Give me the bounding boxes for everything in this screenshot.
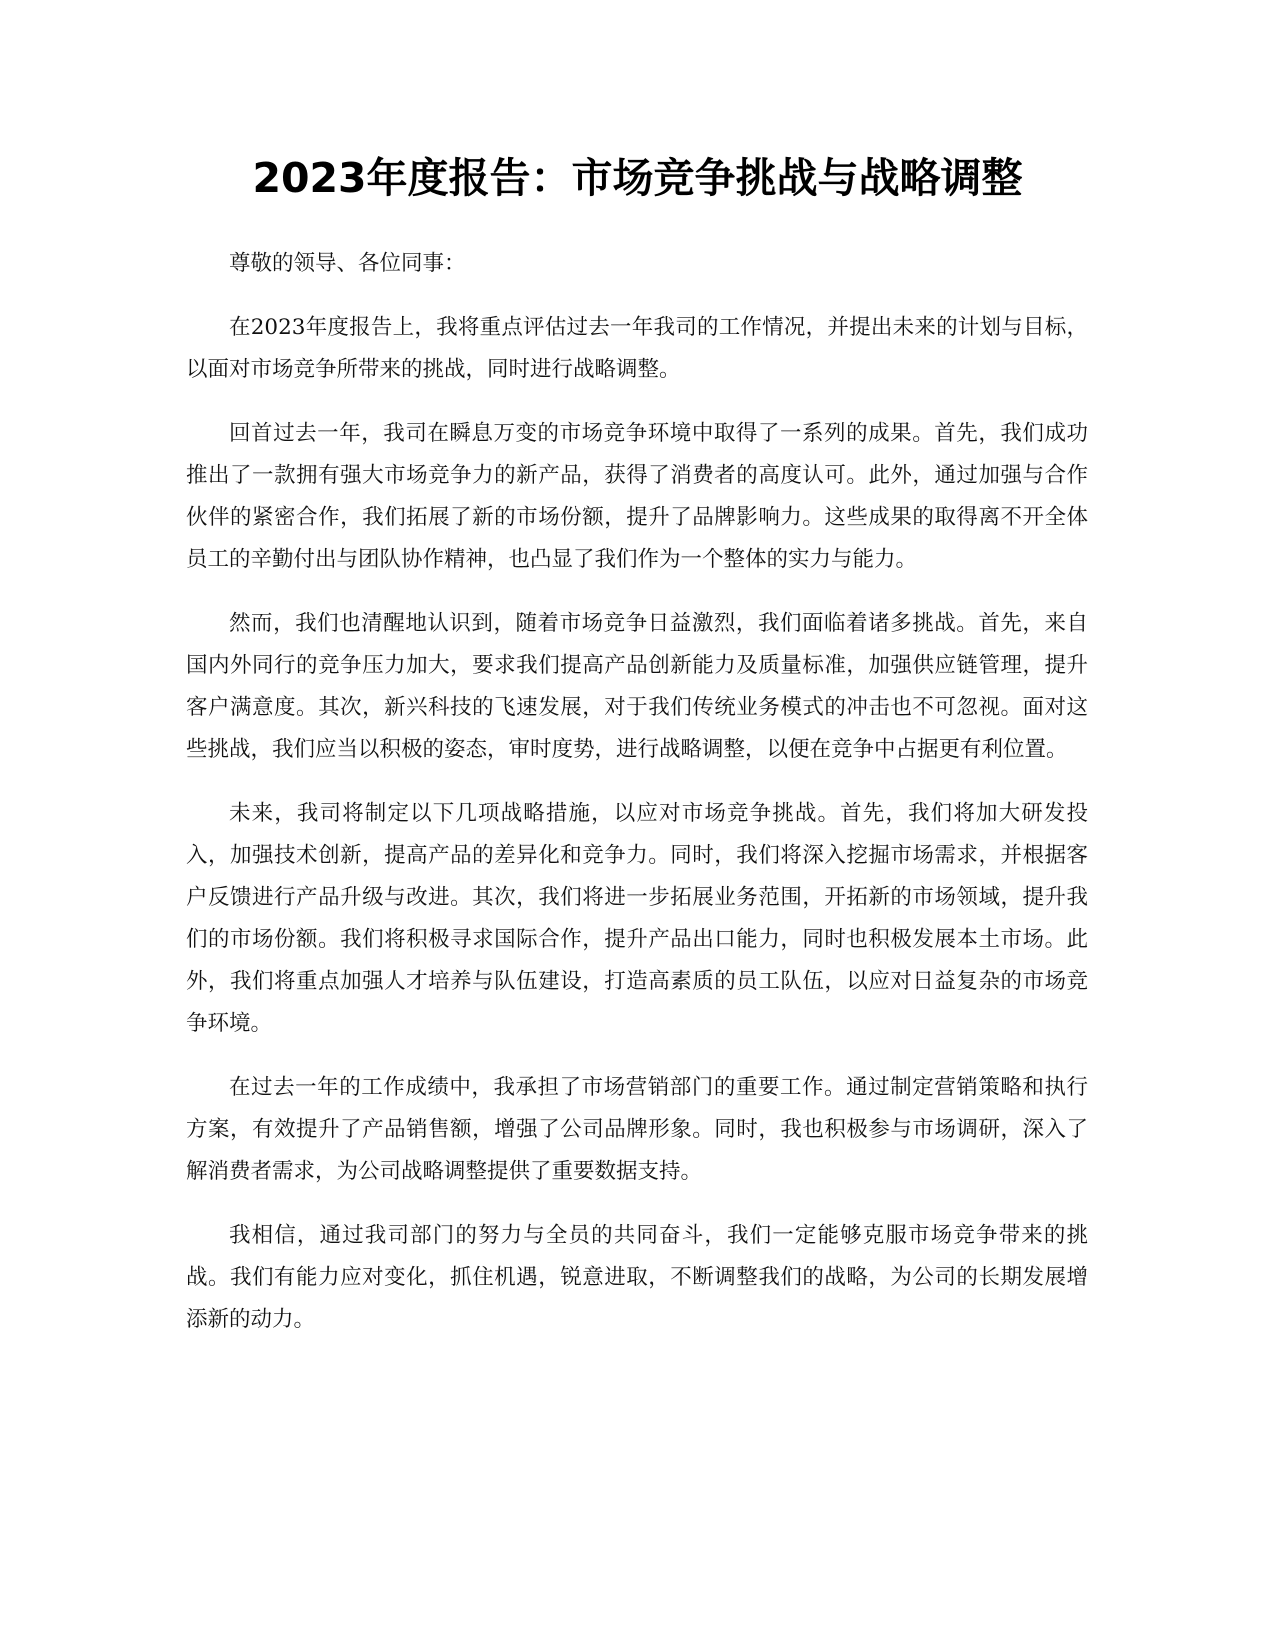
paragraph-salutation: 尊敬的领导、各位同事： [229, 251, 466, 276]
document-body [186, 243, 1088, 1363]
paragraph-conclusion: 我相信，通过我司部门的努力与全员的共同奋斗，我们一定能够克服市场竞争带来的挑战。我们有能力应对变化，抓住机遇，锐意进取，不断调整我们的战略，为公司的长期发展增添新的动力。 [186, 1223, 1088, 1332]
document-title: 2023年度报告：市场竞争挑战与战略调整 [252, 154, 1023, 202]
paragraph-personal-work: 在过去一年的工作成绩中，我承担了市场营销部门的重要工作。通过制定营销策略和执行方案，有效提升了产品销售额，增强了公司品牌形象。同时，我也积极参与市场调研，深入了解消费者需求，为公司战略调整提供了重要数据支持。 [186, 1075, 1088, 1184]
paragraph-achievements: 回首过去一年，我司在瞬息万变的市场竞争环境中取得了一系列的成果。首先，我们成功推出了一款拥有强大市场竞争力的新产品，获得了消费者的高度认可。此外，通过加强与合作伙伴的紧密合作，我们拓展了新的市场份额，提升了品牌影响力。这些成果的取得离不开全体员工的辛勤付出与团队协作精神，也凸显了我们作为一个整体的实力与能力。 [186, 421, 1088, 572]
paragraph-challenges: 然而，我们也清醒地认识到，随着市场竞争日益激烈，我们面临着诸多挑战。首先，来自国内外同行的竞争压力加大，要求我们提高产品创新能力及质量标准，加强供应链管理，提升客户满意度。其次，新兴科技的飞速发展，对于我们传统业务模式的冲击也不可忽视。面对这些挑战，我们应当以积极的姿态，审时度势，进行战略调整，以便在竞争中占据更有利位置。 [186, 611, 1088, 762]
paragraph-intro: 在2023年度报告上，我将重点评估过去一年我司的工作情况，并提出未来的计划与目标，以面对市场竞争所带来的挑战，同时进行战略调整。 [186, 315, 1088, 382]
paragraph-strategy: 未来，我司将制定以下几项战略措施，以应对市场竞争挑战。首先，我们将加大研发投入，加强技术创新，提高产品的差异化和竞争力。同时，我们将深入挖掘市场需求，并根据客户反馈进行产品升级与改进。其次，我们将进一步拓展业务范围，开拓新的市场领域，提升我们的市场份额。我们将积极寻求国际合作，提升产品出口能力，同时也积极发展本土市场。此外，我们将重点加强人才培养与队伍建设，打造高素质的员工队伍，以应对日益复杂的市场竞争环境。 [186, 801, 1088, 1036]
